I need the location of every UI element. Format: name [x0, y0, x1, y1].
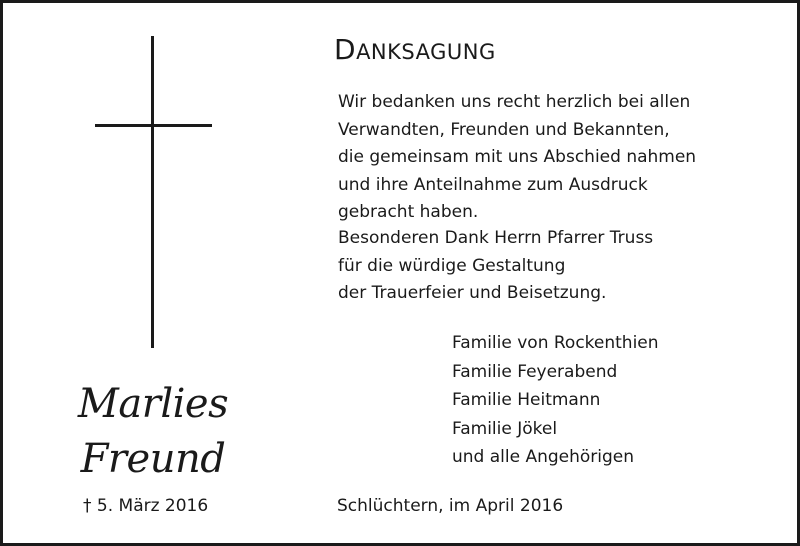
title-rest: ANKSAGUNG	[356, 40, 496, 64]
deceased-first-name: Marlies	[77, 381, 229, 427]
thanks-paragraph	[338, 89, 696, 227]
text-line: der Trauerfeier und Beisetzung.	[338, 283, 607, 303]
signature-list	[452, 329, 659, 472]
title-initial: D	[334, 33, 357, 66]
cross-icon-bar	[95, 124, 212, 127]
signature-line: und alle Angehörigen	[452, 447, 635, 467]
text-line: für die würdige Gestaltung	[338, 255, 566, 276]
text-line: gebracht haben.	[338, 202, 479, 222]
page-title	[334, 33, 496, 66]
text-line: Verwandten, Freunden und Bekannten,	[338, 119, 670, 140]
death-date: † 5. März 2016	[83, 496, 209, 516]
text-line: Wir bedanken uns recht herzlich bei allen	[338, 92, 691, 112]
text-line: die gemeinsam mit uns Abschied nahmen	[338, 147, 697, 167]
signature-line: Familie Heitmann	[452, 390, 601, 410]
place-date: Schlüchtern, im April 2016	[337, 496, 564, 516]
text-line: und ihre Anteilnahme zum Ausdruck	[338, 174, 648, 195]
special-thanks-paragraph	[338, 225, 653, 308]
signature-line: Familie Jökel	[452, 418, 558, 439]
text-line: Besonderen Dank Herrn Pfarrer Truss	[338, 228, 654, 248]
cross-icon	[151, 36, 154, 348]
deceased-last-name: Freund	[80, 436, 226, 482]
signature-line: Familie von Rockenthien	[452, 333, 659, 353]
signature-line: Familie Feyerabend	[452, 361, 618, 382]
